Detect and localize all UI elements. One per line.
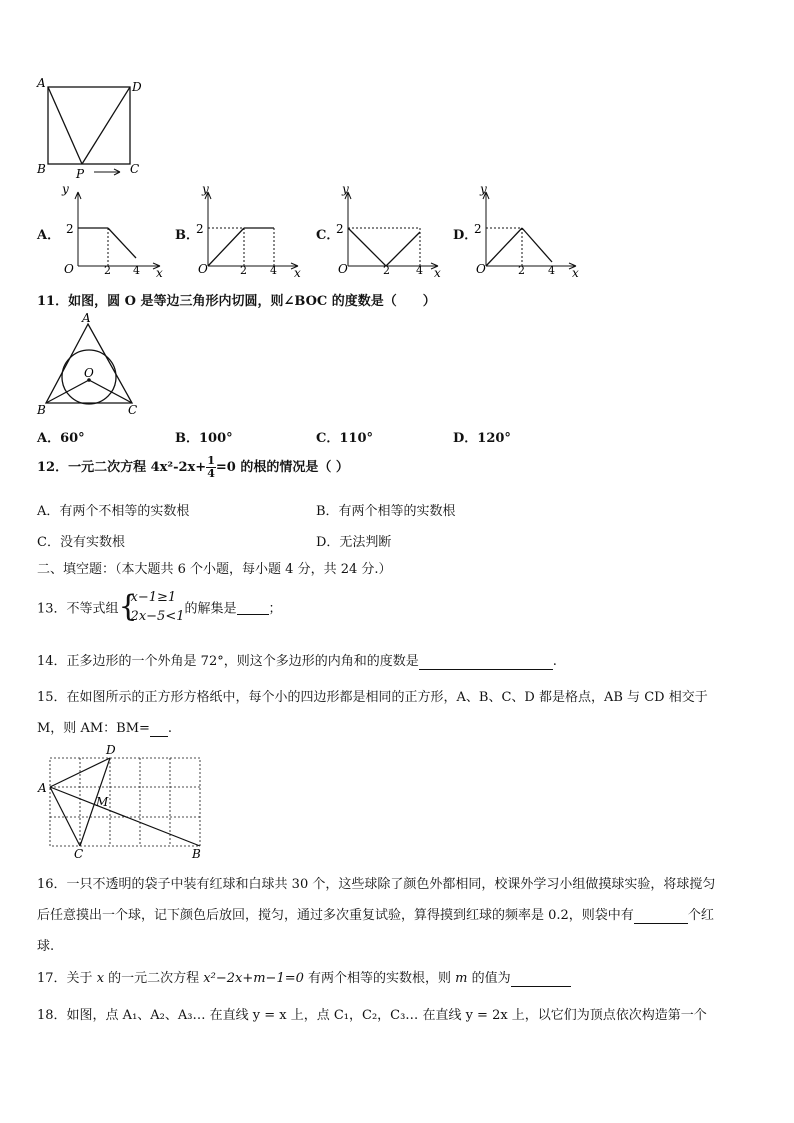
svg-text:y: y [480,182,487,196]
q14: 14．正多边形的一个外角是 72°，则这个多边形的内角和的度数是 . [37,654,557,669]
svg-text:O: O [198,262,208,276]
label-a: A [37,76,46,90]
q11-stem: 11．如图，圆 O 是等边三角形内切圆，则∠BOC 的度数是（ ） [37,294,436,309]
svg-text:O: O [476,262,486,276]
svg-text:A: A [38,781,47,795]
q18: 18．如图，点 A₁、A₂、A₃… 在直线 y = x 上，点 C₁，C₂，C₃… 在直线 y = 2x 上，以它们为顶点依次构造第一个 [37,1008,707,1023]
answer-blank[interactable] [511,971,571,987]
graph-c [334,180,450,280]
svg-text:y: y [342,182,349,196]
q12-stem: 12．一元二次方程 4x²-2x+ $\frac{1}{4}$ =0 的根的情况是（ ） [37,454,349,480]
svg-text:x: x [434,266,441,280]
svg-text:2: 2 [104,264,111,277]
label-p: P [76,167,85,181]
svg-text:A: A [82,311,91,325]
q12-option-c[interactable]: C．没有实数根 [37,535,125,550]
q13: 13．不等式组 { x−1≥1 2x−5<1 的解集是 ； [37,589,282,624]
svg-text:2: 2 [336,222,344,236]
answer-blank[interactable] [419,654,553,670]
answer-blank[interactable] [634,908,688,924]
svg-text:4: 4 [548,264,555,277]
inequality-system: { x−1≥1 2x−5<1 [118,589,185,624]
option-label: A． [37,228,61,243]
svg-text:4: 4 [133,264,140,277]
svg-text:x: x [572,266,579,280]
incircle-figure [34,310,144,420]
svg-text:D: D [106,743,116,757]
option-label: B． [175,228,199,243]
svg-text:B: B [37,403,46,417]
svg-text:M: M [96,795,109,809]
graph-d [472,180,588,280]
q16-line3: 球. [37,939,55,954]
svg-text:2: 2 [474,222,482,236]
svg-text:2: 2 [240,264,247,277]
label-b: B [37,162,46,176]
q11-option-d[interactable]: D．120° [453,431,511,446]
graph-a [56,180,172,280]
label-d: D [132,80,142,94]
svg-text:2: 2 [383,264,390,277]
svg-text:B: B [192,847,201,861]
svg-text:x: x [294,266,301,280]
q11-option-b[interactable]: B．100° [175,431,233,446]
svg-text:4: 4 [416,264,423,277]
svg-text:4: 4 [270,264,277,277]
q12-option-b[interactable]: B．有两个相等的实数根 [316,504,456,519]
q12-option-d[interactable]: D．无法判断 [316,535,392,550]
grid-figure [34,740,212,862]
q11-option-a[interactable]: A．60° [37,431,85,446]
svg-text:C: C [74,847,84,861]
svg-text:O: O [84,366,94,380]
answer-blank[interactable] [237,599,269,615]
q11-option-c[interactable]: C．110° [316,431,373,446]
q15-line1: 15．在如图所示的正方形方格纸中，每个小的四边形都是相同的正方形，A、B、C、D 都是格点，AB 与 CD 相交于 [37,690,708,705]
answer-blank[interactable] [150,721,168,737]
svg-text:x: x [156,266,163,280]
graph-b [194,180,310,280]
q15-line2: M，则 AM：BM= . [37,721,173,736]
svg-text:2: 2 [518,264,525,277]
svg-text:2: 2 [196,222,204,236]
svg-text:O: O [338,262,348,276]
svg-text:y: y [62,182,69,196]
square-figure [34,74,154,182]
svg-text:2: 2 [66,222,74,236]
q17: 17．关于 x 的一元二次方程 x²−2x+m−1=0 有两个相等的实数根，则 m 的值为 [37,967,571,987]
fraction-one-quarter: $\frac{1}{4}$ [207,454,215,480]
q16-line1: 16．一只不透明的袋子中装有红球和白球共 30 个，这些球除了颜色外都相同，校课外学习小组做摸球实验，将球搅匀 [37,877,716,892]
option-label: C． [316,228,340,243]
svg-text:y: y [202,182,209,196]
q12-option-a[interactable]: A．有两个不相等的实数根 [37,504,190,519]
section-heading-fill-in: 二、填空题：（本大题共 6 个小题，每小题 4 分，共 24 分.） [37,562,392,577]
option-label: D． [453,228,478,243]
svg-text:C: C [128,403,138,417]
svg-text:O: O [64,262,74,276]
q16-line2: 后任意摸出一个球，记下颜色后放回，搅匀，通过多次重复试验，算得摸到红球的频率是 0.2，则袋中有 个红 [37,908,714,923]
label-c: C [130,162,140,176]
